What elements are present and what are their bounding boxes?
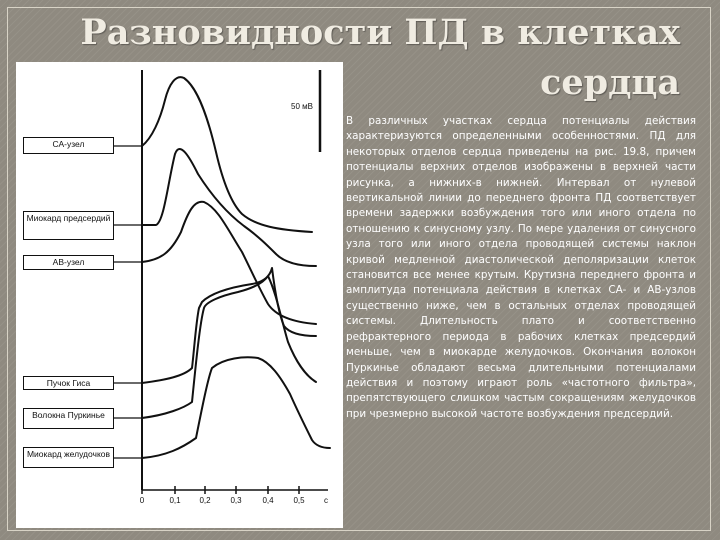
trace-his-bundle [142,268,316,383]
tick-label-0-4: 0,4 [262,496,274,505]
body-text: В различных участках сердца потенциалы действия характеризуются определенными особенностями. ПД для некоторых отделов сердца приведены на рис. 19.8, причем потенциалы верхних отделов изображены в верхней части рисунка, а нижних-в нижней. Интервал от нулевой вертикальной линии до переднего фронта ПД соответствует времени задержки возбуждения того или иного отдела по отношению к синусному узлу. По мере удаления от синусного узла того или иного отдела проводящей системы наклон кривой медленной диастолической деполяризации клеток становится все менее крутым. Крутизна переднего фронта и амплитуда потенциала действия в клетках СА- и АВ-узлов существенно ниже, чем в остальных отделах проводящей системы. Длительность плато и соответственно рефрактерного периода в рабочих клетках предсердий меньше, чем в миокарде желудочков. Окончания волокон Пуркинье обладают весьма длительными потенциалами действия и поэтому играют роль «частотного фильтра», препятствующего слишком частым сокращениям желудочков при чрезмерно высокой частоте возбуждения предсердий. [346,115,696,420]
label-av-node: АВ-узел [23,255,114,270]
tick-label-seconds: с [324,496,328,505]
slide-title-line-1: Разновидности ПД в клетках [80,12,680,53]
label-sa-node: СА-узел [23,137,114,154]
tick-label-0-5: 0,5 [293,496,305,505]
scale-label: 50 мВ [291,102,313,111]
label-his-bundle: Пучок Гиса [23,376,114,390]
trace-purkinje-fibers [142,276,316,418]
slide-title-line-2: сердца [540,62,680,103]
label-ventricular-myocardium: Миокард желудочков [23,447,114,468]
label-purkinje-fibers: Волокна Пуркинье [23,408,114,429]
action-potential-figure [16,62,343,528]
tick-label-0-2: 0,2 [199,496,211,505]
trace-atrial-myocardium [142,149,316,266]
tick-label-0-1: 0,1 [169,496,181,505]
trace-sa-node [142,77,312,232]
label-atrial-myocardium: Миокард предсердий [23,211,114,240]
tick-label-0: 0 [139,496,145,505]
tick-label-0-3: 0,3 [230,496,242,505]
trace-ventricular-myocardium [142,357,330,458]
